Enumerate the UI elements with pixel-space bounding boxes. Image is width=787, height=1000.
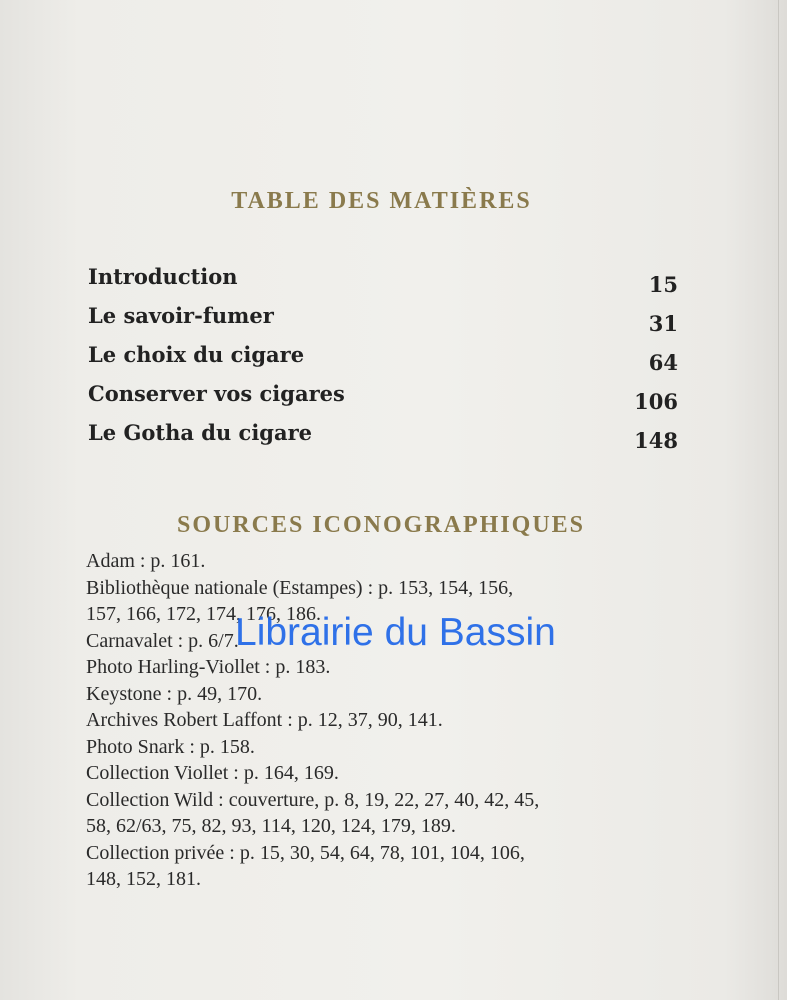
sources-heading [0, 512, 787, 539]
toc-entry-page: 106 [634, 389, 678, 414]
toc-entry-title: Le Gotha du cigare [88, 420, 313, 445]
toc-entry-page: 64 [648, 350, 678, 375]
toc-entry-title: Le choix du cigare [88, 342, 305, 367]
source-line: 148, 152, 181. [86, 868, 201, 890]
source-line: Collection Viollet : p. 164, 169. [86, 762, 339, 784]
source-line: 58, 62/63, 75, 82, 93, 114, 120, 124, 179, 189. [86, 815, 456, 837]
toc-entry [88, 340, 678, 379]
toc-list [88, 262, 678, 457]
toc-entry-page: 31 [648, 311, 678, 336]
toc-entry [88, 301, 678, 340]
toc-entry [88, 379, 678, 418]
toc-entry-title: Introduction [88, 264, 238, 289]
toc-entry-page: 15 [648, 272, 678, 297]
source-line: Photo Snark : p. 158. [86, 735, 255, 758]
toc-entry [88, 418, 678, 457]
toc-entry-title: Conserver vos cigares [88, 381, 345, 406]
watermark-logo: Librairie du Bassin [235, 611, 556, 654]
sources-heading-text: SOURCES ICONOGRAPHIQUES [176, 512, 586, 538]
sources-list [86, 548, 686, 893]
toc-heading-text: TABLE DES MATIÈRES [231, 188, 532, 214]
source-line: Adam : p. 161. [86, 550, 206, 572]
toc-entry [88, 262, 678, 301]
source-line: Photo Harling-Viollet : p. 183. [86, 656, 331, 678]
source-line: Bibliothèque nationale (Estampes) : p. 153, 154, 156, [86, 576, 514, 599]
toc-entry-page: 148 [634, 428, 678, 453]
source-line: Collection Wild : couverture, p. 8, 19, 22, 27, 40, 42, 45, [86, 788, 540, 811]
source-line: Carnavalet : p. 6/7. [86, 629, 239, 652]
source-line: 157, 166, 172, 174, 176, 186. [86, 603, 321, 625]
source-line: Collection privée : p. 15, 30, 54, 64, 78, 101, 104, 106, [86, 841, 525, 864]
source-line: Archives Robert Laffont : p. 12, 37, 90, 141. [86, 709, 443, 731]
page-edge [778, 0, 779, 1000]
source-line: Keystone : p. 49, 170. [86, 682, 263, 705]
toc-entry-title: Le savoir-fumer [88, 303, 274, 328]
toc-heading [0, 188, 787, 215]
